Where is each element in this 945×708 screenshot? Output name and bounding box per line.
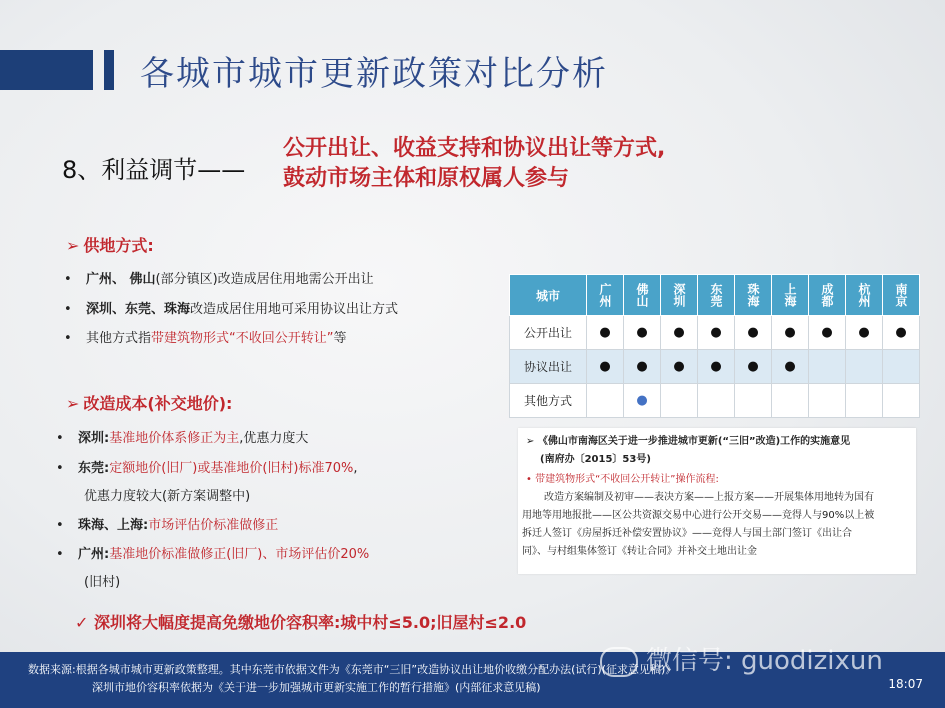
table-header-cell: 佛山 [624,275,661,316]
timestamp: 18:07 [888,677,923,691]
table-cell: ● [587,316,624,350]
table-header-cell: 东莞 [698,275,735,316]
renovation-cost-continuation: (旧村) [84,575,121,590]
row-label: 公开出让 [510,316,587,350]
table-header-cell: 上海 [772,275,809,316]
highlight-note: ✓ 深圳将大幅度提高免缴地价容积率:城中村≤5.0;旧屋村≤2.0 [75,613,527,632]
land-supply-item: • 深圳、东莞、珠海改造成居住用地可采用协议出让方式 [64,302,399,317]
table-cell: ● [809,316,846,350]
excerpt-line: 同》、与村组集体签订《转让合同》并补交土地出让金 [522,546,757,557]
section-desc-line1: 公开出让、收益支持和协议出让等方式, [283,136,666,161]
section-desc-line2: 鼓动市场主体和原权属人参与 [283,166,570,191]
watermark: 微信号: guodizixun [600,640,883,677]
excerpt-line: 用地等用地报批——区公共资源交易中心进行公开交易——竞得人与90%以上被 [522,510,875,521]
table-cell [883,384,920,418]
renovation-cost-item: • 深圳:基准地价体系修正为主,优惠力度大 [56,431,309,446]
table-cell [846,350,883,384]
section-description [283,134,665,194]
table-header-cell: 广州 [587,275,624,316]
table-cell [809,384,846,418]
table-header-cell: 珠海 [735,275,772,316]
source-line: 数据来源:根据各城市城市更新政策整理。其中东莞市依据文件为《东莞市“三旧”改造协议出让地价收缴分配办法(试行)(征求意见稿)》 [28,663,677,676]
renovation-cost-heading: ➢ 改造成本(补交地价): [66,394,233,413]
table-cell: ● [661,350,698,384]
table-cell: ● [624,350,661,384]
source-line: 深圳市地价容积率依据为《关于进一步加强城市更新实施工作的暂行措施》(内部征求意见稿) [92,681,541,694]
excerpt-line: (南府办〔2015〕53号) [540,454,651,465]
table-header-row [510,275,920,316]
table-row [510,350,920,384]
table-cell: ● [772,316,809,350]
table-cell [846,384,883,418]
table-cell: ● [661,316,698,350]
city-comparison-table [509,274,920,418]
excerpt-line: 拆迁人签订《房屋拆迁补偿安置协议》——竞得人与国土部门签订《出让合 [522,528,852,539]
slide-title: 各城市城市更新政策对比分析 [140,54,608,94]
land-supply-item: • 其他方式指带建筑物形式“不收回公开转让”等 [64,331,347,346]
table-cell: ● [698,316,735,350]
row-label: 其他方式 [510,384,587,418]
table-cell [735,384,772,418]
land-supply-item: • 广州、 佛山(部分镇区)改造成居住用地需公开出让 [64,272,374,287]
table-header-cell: 南京 [883,275,920,316]
table-row [510,384,920,418]
renovation-cost-item: • 东莞:定额地价(旧厂)或基准地价(旧村)标准70%, [56,461,358,476]
row-label: 协议出让 [510,350,587,384]
table-cell [698,384,735,418]
table-cell: ● [772,350,809,384]
title-accent-bar [0,50,93,90]
table-header-cell: 成都 [809,275,846,316]
excerpt-line: 改造方案编制及初审——表决方案——上报方案——开展集体用地转为国有 [544,492,874,503]
excerpt-line: • 带建筑物形式“不收回公开转让”操作流程: [526,474,719,485]
table-cell: ● [735,350,772,384]
table-cell [587,384,624,418]
table-cell: ● [735,316,772,350]
table-row [510,316,920,350]
table-header-cell: 杭州 [846,275,883,316]
policy-excerpt [518,428,916,574]
arrow-icon: ➢ [66,394,80,413]
table-cell: ● [846,316,883,350]
table-cell [772,384,809,418]
renovation-cost-item: • 广州:基准地价标准做修正(旧厂)、市场评估价20% [56,547,370,562]
wechat-icon [600,647,638,677]
renovation-cost-continuation: 优惠力度较大(新方案调整中) [84,489,251,504]
table-cell: ● [698,350,735,384]
table-cell: ● [883,316,920,350]
excerpt-line: ➢ 《佛山市南海区关于进一步推进城市更新(“三旧”改造)工作的实施意见 [526,436,851,447]
title-accent-bar-small [104,50,114,90]
table-cell [883,350,920,384]
table-cell: ● [587,350,624,384]
table-header-city: 城市 [510,275,587,316]
section-label: 8、利益调节—— [62,156,246,184]
table-cell [661,384,698,418]
table-cell: ● [624,316,661,350]
renovation-cost-item: • 珠海、上海:市场评估价标准做修正 [56,518,279,533]
table-header-cell: 深圳 [661,275,698,316]
table-cell [809,350,846,384]
arrow-icon: ➢ [66,236,80,255]
land-supply-heading: ➢ 供地方式: [66,236,154,255]
table-cell: ● [624,384,661,418]
